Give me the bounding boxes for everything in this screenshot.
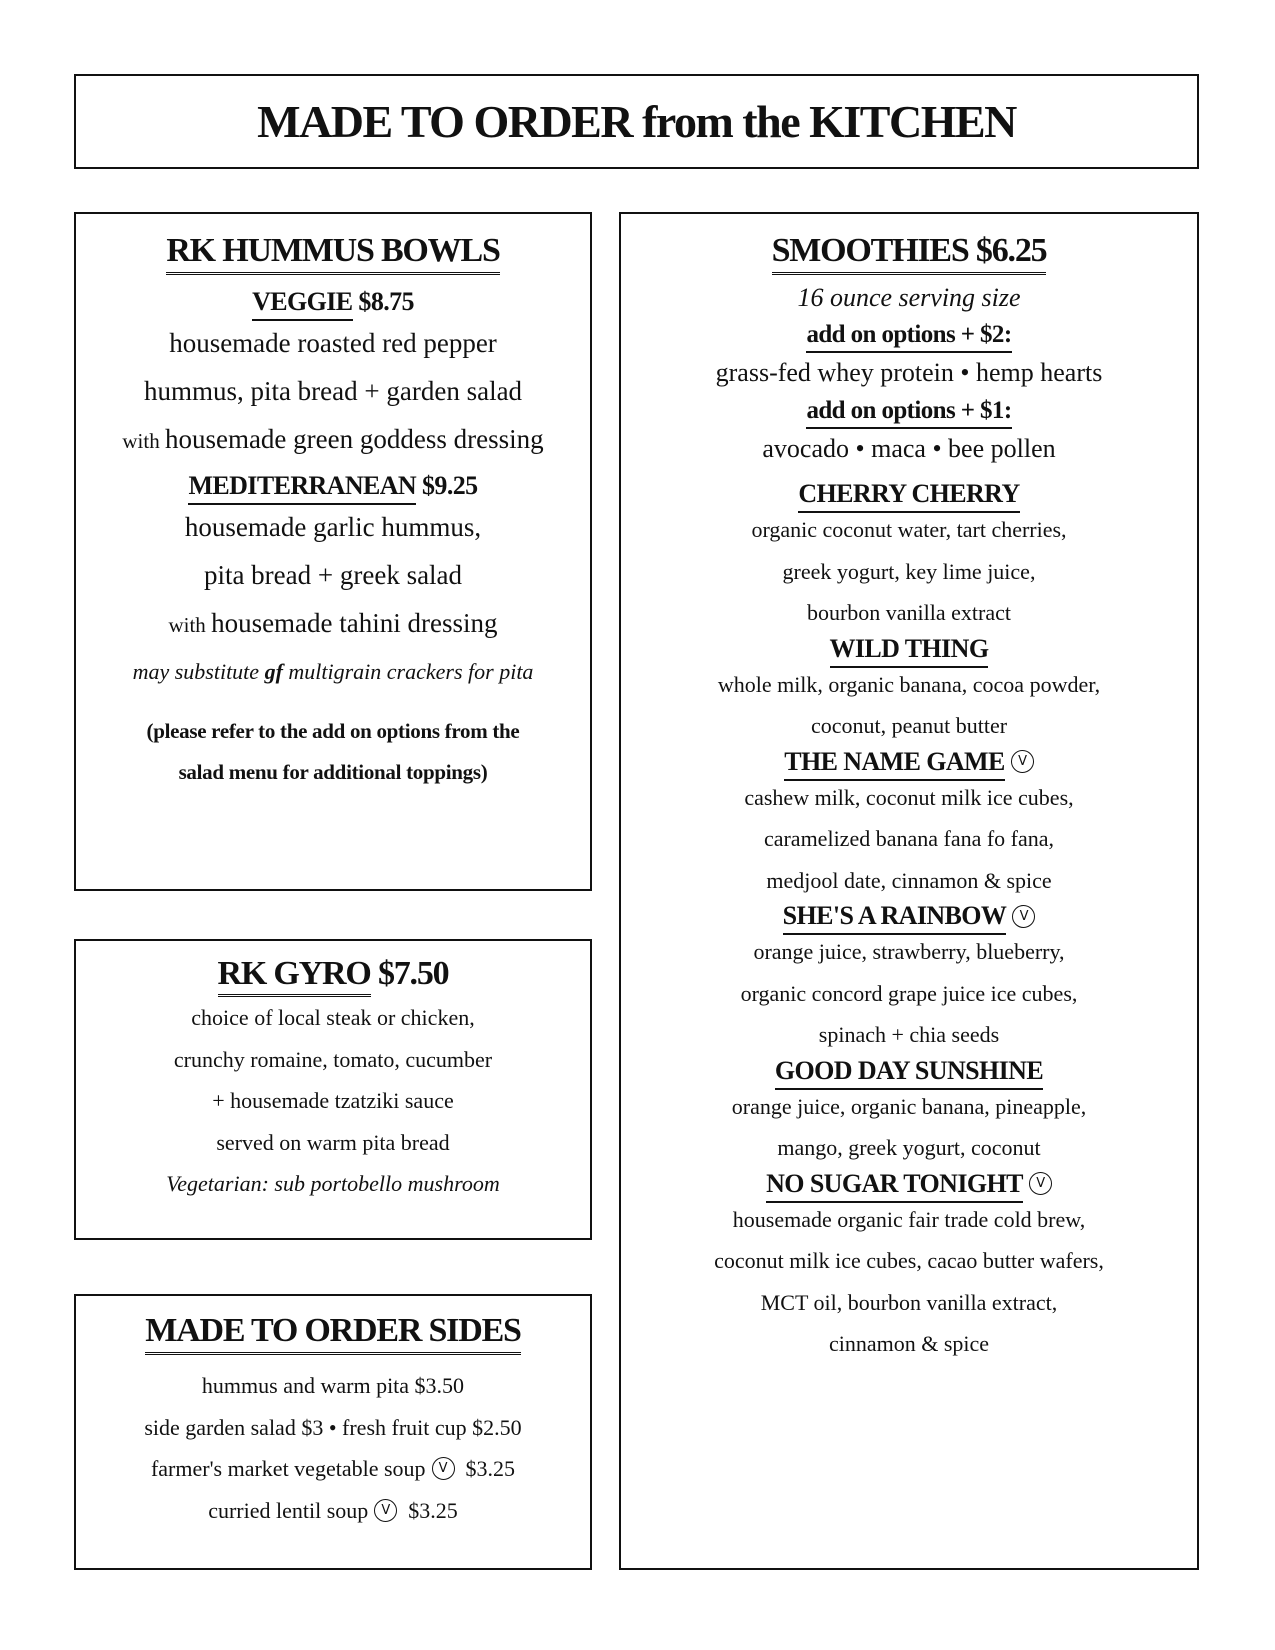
addon-1-items: avocado • maca • bee pollen [762,434,1056,463]
veggie-name: VEGGIE [252,287,352,321]
smoothie-wild-thing: WILD THING [830,634,989,668]
smoothie-name [830,634,989,664]
veggie-heading [252,287,414,317]
smoothie-desc: mango, greek yogurt, coconut [777,1135,1041,1160]
substitute-post: multigrain crackers for pita [282,659,534,684]
sides-line-2: side garden salad $3 • fresh fruit cup $2.50 [144,1414,522,1440]
smoothie-desc: medjool date, cinnamon & spice [766,867,1052,893]
vegan-icon: V [374,1499,397,1522]
page-title: MADE TO ORDER from the KITCHEN [257,96,1016,147]
sides-line-4 [76,1490,590,1532]
toppings-note-line-1: (please refer to the add on options from the [146,718,520,743]
smoothie-no-sugar-tonight: NO SUGAR TONIGHT [766,1169,1023,1203]
toppings-note-line-2: salad menu for additional toppings) [178,759,488,784]
mediterranean-name: MEDITERRANEAN [188,471,416,505]
lentil-soup-price: $3.25 [408,1497,458,1523]
substitute-pre: may substitute [132,659,265,684]
veggie-with: with [122,429,165,453]
smoothie-name [783,901,1036,931]
title-box [74,74,1199,169]
addon-2-items: grass-fed whey protein • hemp hearts [715,358,1103,387]
smoothie-desc: housemade organic fair trade cold brew, [732,1206,1086,1232]
gyro-name: RK GYRO [218,955,371,997]
mediterranean-dressing-text: housemade tahini dressing [211,608,498,638]
sides-line-3 [76,1448,590,1490]
smoothie-cherry-cherry: CHERRY CHERRY [798,479,1019,513]
veggie-dressing-text: housemade green goddess dressing [164,424,544,454]
smoothies-section [619,212,1199,1570]
hummus-bowls-section [74,212,592,891]
smoothie-good-day-sunshine: GOOD DAY SUNSHINE [775,1056,1043,1090]
smoothie-desc: whole milk, organic banana, cocoa powder, [717,671,1101,697]
smoothie-desc: cinnamon & spice [828,1331,990,1356]
mediterranean-price: $9.25 [416,471,478,500]
gf-substitute-note [76,651,590,693]
vegan-icon: V [432,1457,455,1480]
gyro-line-3: + housemade tzatziki sauce [212,1088,454,1113]
smoothie-desc: spinach + chia seeds [818,1022,1000,1047]
smoothie-desc: coconut, peanut butter [810,713,1008,738]
mediterranean-line-2: pita bread + greek salad [203,560,463,590]
gf-mark: gf [264,659,283,684]
smoothie-desc: cashew milk, coconut milk ice cubes, [744,784,1074,810]
addon-1-label [806,397,1011,425]
mediterranean-dressing [76,599,590,649]
sides-line-1: hummus and warm pita $3.50 [201,1373,465,1398]
serving-size: 16 ounce serving size [797,283,1021,312]
smoothie-shes-a-rainbow: SHE'S A RAINBOW [783,901,1007,935]
gyro-heading [218,955,449,993]
vegetable-soup-price: $3.25 [465,1456,516,1481]
veggie-line-2: hummus, pita bread + garden salad [143,376,523,406]
vegetable-soup-label: farmer's market vegetable soup [150,1456,426,1481]
lentil-soup-label: curried lentil soup [208,1497,369,1523]
smoothie-desc: organic coconut water, tart cherries, [751,517,1067,542]
vegan-icon: V [1012,905,1035,928]
smoothie-the-name-game: THE NAME GAME [784,747,1004,781]
gyro-line-4: served on warm pita bread [216,1129,450,1155]
addon-2-label [806,321,1011,349]
smoothie-name [784,747,1033,777]
smoothie-desc: coconut milk ice cubes, cacao butter wafers, [714,1248,1104,1273]
sides-heading: MADE TO ORDER SIDES [145,1312,521,1355]
addon-1-label-text: add on options + $1: [806,397,1011,429]
hummus-bowls-heading: RK HUMMUS BOWLS [166,232,499,275]
smoothie-name [766,1169,1052,1199]
smoothie-desc: orange juice, organic banana, pineapple, [731,1093,1087,1119]
gyro-vegetarian: Vegetarian: sub portobello mushroom [166,1171,500,1196]
sides-section [74,1294,592,1570]
smoothie-desc: caramelized banana fana fo fana, [763,826,1055,851]
mediterranean-line-1: housemade garlic hummus, [184,512,482,542]
gyro-price: $7.50 [370,955,449,992]
smoothie-desc: organic concord grape juice ice cubes, [740,980,1078,1006]
veggie-dressing [76,415,590,465]
smoothie-desc: orange juice, strawberry, blueberry, [753,939,1065,964]
veggie-line-1: housemade roasted red pepper [169,328,497,358]
smoothie-desc: greek yogurt, key lime juice, [782,558,1036,584]
smoothie-desc: bourbon vanilla extract [806,600,1012,625]
smoothie-name [775,1056,1043,1086]
smoothie-desc: MCT oil, bourbon vanilla extract, [760,1289,1058,1315]
mediterranean-heading [188,471,477,501]
gyro-section [74,939,592,1240]
vegan-icon: V [1011,750,1034,773]
vegan-icon: V [1029,1172,1052,1195]
mediterranean-with: with [168,613,212,637]
gyro-line-2: crunchy romaine, tomato, cucumber [173,1046,493,1072]
smoothies-heading: SMOOTHIES $6.25 [772,232,1047,275]
veggie-price: $8.75 [352,287,414,316]
gyro-line-1: choice of local steak or chicken, [191,1005,475,1030]
addon-2-label-text: add on options + $2: [806,321,1011,353]
smoothie-name [798,479,1019,509]
